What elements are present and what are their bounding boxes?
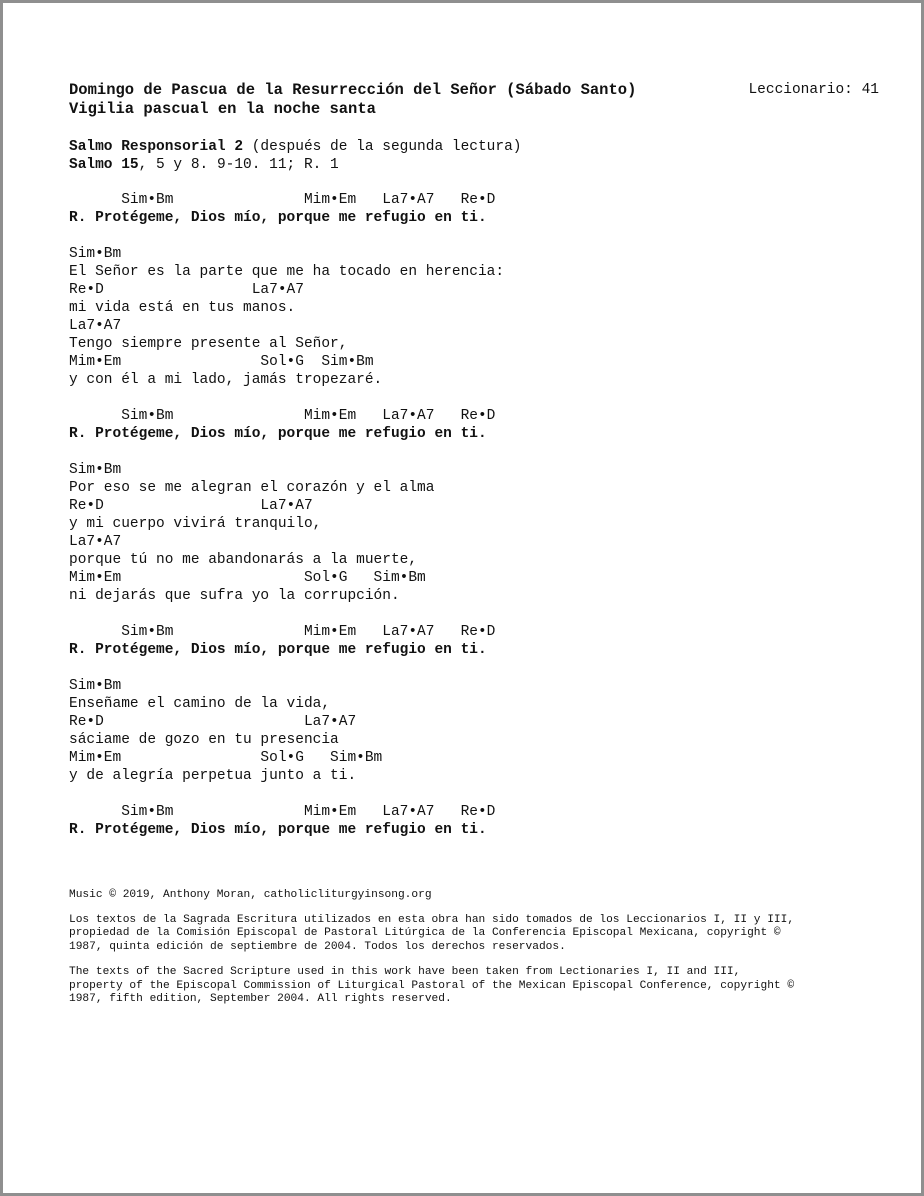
blank-line [69,443,889,461]
chord-line: Sim•Bm Mim•Em La7•A7 Re•D [69,804,496,820]
lyric-line: y de alegría perpetua junto a ti. [69,768,357,784]
chord-line: Re•D La7•A7 [69,498,313,514]
psalm-responsorial-line [69,138,889,156]
blank-line [69,785,889,803]
lyric-line: El Señor es la parte que me ha tocado en herencia: [69,264,505,280]
chord-line: Re•D La7•A7 [69,282,304,298]
salmo-label: Salmo 15 [69,157,139,173]
header [69,81,889,121]
blank-line [69,605,889,623]
chord-line: La7•A7 [69,318,122,334]
leccionario-label: Leccionario: 41 [748,82,879,98]
content [69,81,889,839]
lyric-line: sáciame de gozo en tu presencia [69,732,339,748]
lyric-line: y con él a mi lado, jamás tropezaré. [69,372,383,388]
page-title: Domingo de Pascua de la Resurrección del Señor (Sábado Santo) [69,81,637,99]
refrain-line: R. Protégeme, Dios mío, porque me refugio en ti. [69,210,487,226]
chord-line: La7•A7 [69,534,122,550]
chord-line: Mim•Em Sol•G Sim•Bm [69,354,374,370]
lyric-line: y mi cuerpo vivirá tranquilo, [69,516,322,532]
lyric-line: ni dejarás que sufra yo la corrupción. [69,588,400,604]
salmo-reference: , 5 y 8. 9-10. 11; R. 1 [138,157,339,173]
music-credit: Music © 2019, Anthony Moran, catholicliturgyinsong.org [69,889,432,901]
song-sheet [69,191,889,839]
psalm-reference-line [69,156,889,174]
lyric-line: Por eso se me alegran el corazón y el alma [69,480,435,496]
blank-line [69,389,889,407]
chord-line: Sim•Bm [69,462,122,478]
chord-line: Sim•Bm Mim•Em La7•A7 Re•D [69,408,496,424]
chord-line: Sim•Bm Mim•Em La7•A7 Re•D [69,192,496,208]
english-copyright: The texts of the Sacred Scripture used in this work have been taken from Lectionaries I, II and III, property of the Episcopal Commission of Liturgical Pastoral of the Mexican Episcopal Conference, copyright © 1987, fifth edition, September 2004. All rights reserved. [69,965,795,1006]
blank-line [69,227,889,245]
chord-line: Sim•Bm Mim•Em La7•A7 Re•D [69,624,496,640]
chord-line: Mim•Em Sol•G Sim•Bm [69,750,383,766]
chord-line: Re•D La7•A7 [69,714,357,730]
chord-line: Mim•Em Sol•G Sim•Bm [69,570,426,586]
lyric-line: Tengo siempre presente al Señor, [69,336,348,352]
responsorial-note: (después de la segunda lectura) [243,139,522,155]
lyric-line: Enseñame el camino de la vida, [69,696,331,712]
refrain-line: R. Protégeme, Dios mío, porque me refugio en ti. [69,426,487,442]
lyric-line: porque tú no me abandonarás a la muerte, [69,552,418,568]
footer [69,889,869,1018]
blank-line [69,659,889,677]
refrain-line: R. Protégeme, Dios mío, porque me refugio en ti. [69,822,487,838]
page-subtitle: Vigilia pascual en la noche santa [69,100,376,118]
responsorial-label: Salmo Responsorial 2 [69,139,244,155]
lyric-line: mi vida está en tus manos. [69,300,296,316]
chord-line: Sim•Bm [69,678,122,694]
chord-line: Sim•Bm [69,246,122,262]
spanish-copyright: Los textos de la Sagrada Escritura utilizados en esta obra han sido tomados de los Leccionarios I, II y III, propiedad de la Comisión Episcopal de Pastoral Litúrgica de la Conferencia Episcopal Mexicana, copyright © 1987, quinta edición de septiembre de 2004. Todos los derechos reservados. [69,913,795,954]
refrain-line: R. Protégeme, Dios mío, porque me refugio en ti. [69,642,487,658]
psalm-info [69,138,889,174]
